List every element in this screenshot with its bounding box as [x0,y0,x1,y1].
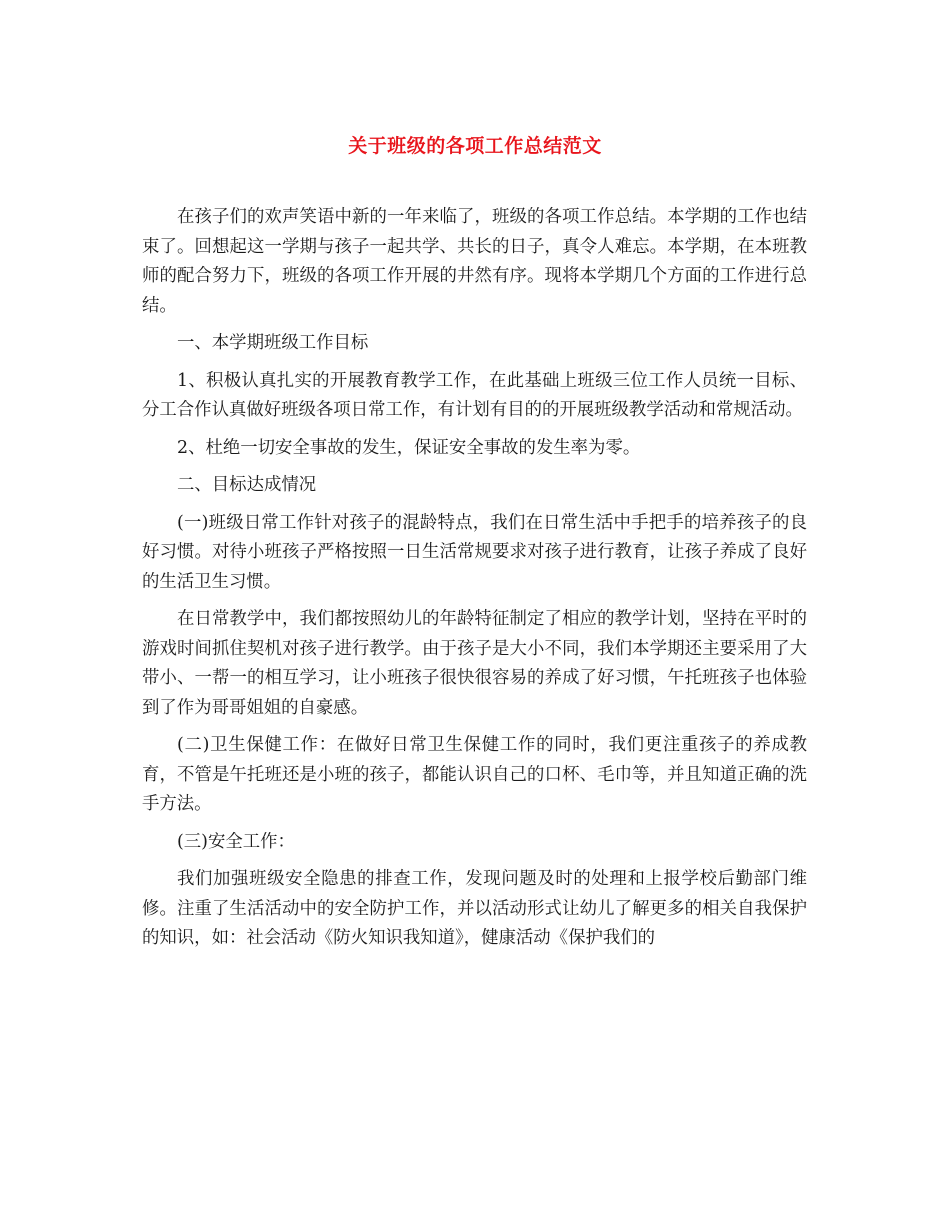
document-title: 关于班级的各项工作总结范文 [348,135,602,157]
paragraph-safety: 我们加强班级安全隐患的排查工作，发现问题及时的处理和上报学校后勤部门维修。注重了生活活动中的安全防护工作，并以活动形式让幼儿了解更多的相关自我保护的知识，如：社会活动《防火知识我知道》，健康活动《保护我们的 [142,869,807,948]
paragraph-intro: 在孩子们的欢声笑语中新的一年来临了，班级的各项工作总结。本学期的工作也结束了。回想起这一学期与孩子一起共学、共长的日子，真令人难忘。本学期，在本班教师的配合努力下，班级的各项工作开展的井然有序。现将本学期几个方面的工作进行总结。 [142,207,807,316]
section-heading-achievement: 二、目标达成情况 [177,475,317,495]
paragraph-teaching: 在日常教学中，我们都按照幼儿的年龄特征制定了相应的教学计划，坚持在平时的游戏时间抓住契机对孩子进行教学。由于孩子是大小不同，我们本学期还主要采用了大带小、一帮一的相互学习，让小班孩子很快很容易的养成了好习惯，午托班孩子也体验到了作为哥哥姐姐的自豪感。 [142,609,807,718]
section-heading-goals: 一、本学期班级工作目标 [177,333,369,353]
subheading-safety: (三)安全工作： [177,831,295,852]
paragraph-daily-work: (一)班级日常工作针对孩子的混龄特点，我们在日常生活中手把手的培养孩子的良好习惯。对待小班孩子严格按照一日生活常规要求对孩子进行教育，让孩子养成了良好的生活卫生习惯。 [142,512,807,592]
document-body [142,203,807,962]
paragraph-goal-2: 2、杜绝一切安全事故的发生，保证安全事故的发生率为零。 [177,437,641,458]
paragraph-goal-1: 1、积极认真扎实的开展教育教学工作，在此基础上班级三位工作人员统一目标、分工合作认真做好班级各项日常工作，有计划有目的的开展班级教学活动和常规活动。 [142,370,807,420]
paragraph-health: (二)卫生保健工作：在做好日常卫生保健工作的同时，我们更注重孩子的养成教育，不管是午托班还是小班的孩子，都能认识自己的口杯、毛巾等，并且知道正确的洗手方法。 [142,735,807,814]
